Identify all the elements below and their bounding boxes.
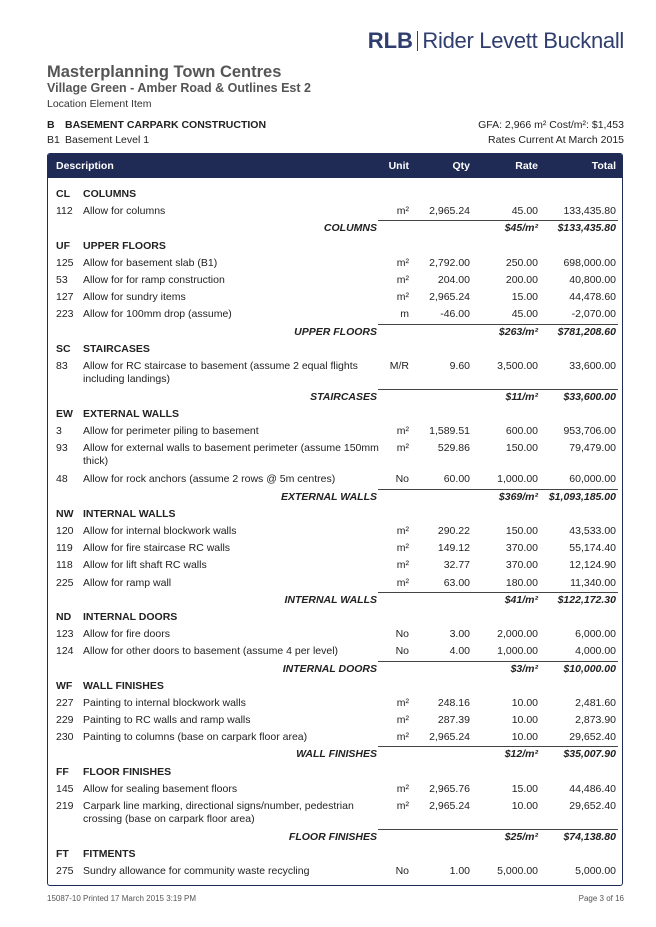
item-total: 79,479.00	[569, 442, 616, 455]
table-row	[48, 712, 622, 729]
item-unit: M/R	[389, 359, 409, 372]
item-code: 125	[56, 256, 74, 269]
element-name: COLUMNS	[83, 188, 137, 200]
section-code: B	[47, 119, 55, 131]
item-description: Painting to columns (base on carpark floor area)	[83, 731, 308, 744]
item-rate: 370.00	[505, 542, 538, 555]
table-row	[48, 729, 622, 746]
element-code: SC	[56, 342, 71, 355]
subtotal-row	[48, 592, 622, 609]
subtotal-total: $1,093,185.00	[548, 490, 616, 503]
item-description: Allow for fire staircase RC walls	[83, 542, 231, 555]
subsection-code: B1	[47, 134, 60, 146]
item-total: -2,070.00	[571, 308, 616, 321]
item-unit: m²	[396, 425, 409, 438]
item-total: 29,652.40	[569, 800, 616, 812]
table-row	[48, 798, 622, 829]
table-row	[48, 306, 622, 323]
item-qty: 248.16	[437, 696, 470, 709]
item-unit: m²	[396, 205, 409, 218]
item-total: 2,481.60	[575, 696, 616, 709]
element-heading	[48, 238, 622, 255]
subtotal-label: FLOOR FINISHES	[288, 831, 377, 843]
footer-print-info: 15087-10 Printed 17 March 2015 3:19 PM	[47, 894, 196, 903]
item-rate: 5,000.00	[497, 865, 538, 878]
estimate-table	[47, 153, 623, 886]
subtotal-rate: $12/m²	[504, 748, 538, 761]
subtotal-label: INTERNAL WALLS	[284, 593, 377, 606]
item-qty: 60.00	[443, 473, 470, 486]
logo-rlb: RLB	[367, 28, 413, 53]
table-row	[48, 643, 622, 660]
item-qty: 2,965.24	[429, 205, 470, 218]
subtotal-total: $133,435.80	[557, 222, 616, 235]
item-rate: 45.00	[511, 308, 538, 321]
item-total: 12,124.90	[569, 559, 616, 572]
subtotal-rule	[378, 746, 618, 747]
item-qty: 204.00	[437, 273, 470, 286]
item-rate: 45.00	[511, 205, 538, 218]
item-code: 83	[56, 359, 68, 372]
element-code: EW	[56, 408, 73, 421]
subtotal-rule	[378, 389, 618, 390]
subtotal-rate: $263/m²	[498, 325, 538, 338]
subtotal-rule	[378, 489, 618, 490]
table-row	[48, 289, 622, 306]
item-unit: No	[395, 628, 409, 641]
item-unit: m²	[396, 291, 409, 304]
item-description: Carpark line marking, directional signs/number, pedestrian crossing (base on carpark floor area)	[83, 800, 354, 825]
document-title: Masterplanning Town Centres	[47, 63, 282, 81]
item-code: 124	[56, 645, 74, 658]
logo-name: Rider Levett Bucknall	[422, 28, 624, 53]
table-row	[48, 272, 622, 289]
logo-separator	[417, 31, 419, 51]
subtotal-row	[48, 489, 622, 506]
subtotal-total: $781,208.60	[557, 325, 616, 338]
report-type: Location Element Item	[47, 98, 152, 110]
item-description: Allow for fire doors	[83, 628, 170, 641]
subtotal-label: EXTERNAL WALLS	[280, 490, 377, 503]
item-unit: m²	[396, 576, 409, 589]
item-rate: 10.00	[511, 714, 538, 727]
item-description: Allow for ramp wall	[83, 576, 172, 589]
item-total: 44,486.40	[569, 782, 616, 795]
item-description: Allow for 100mm drop (assume)	[83, 308, 232, 321]
element-code: NW	[56, 507, 74, 520]
item-description: Allow for perimeter piling to basement	[83, 425, 259, 438]
element-heading	[48, 764, 622, 781]
item-description: Allow for internal blockwork walls	[83, 525, 237, 537]
item-unit: m²	[396, 442, 409, 455]
subtotal-rule	[378, 324, 618, 325]
item-total: 29,652.40	[569, 731, 616, 744]
item-total: 60,000.00	[569, 473, 616, 486]
item-rate: 250.00	[505, 256, 538, 269]
item-qty: 1,589.51	[429, 425, 470, 438]
item-description: Allow for other doors to basement (assume 4 per level)	[83, 645, 339, 658]
subtotal-label: UPPER FLOORS	[294, 325, 377, 338]
item-unit: m²	[396, 731, 409, 744]
item-total: 55,174.40	[569, 542, 616, 555]
subtotal-row	[48, 661, 622, 678]
item-qty: 290.22	[437, 525, 470, 537]
element-heading	[48, 406, 622, 423]
item-description: Allow for sealing basement floors	[83, 782, 238, 795]
item-qty: 63.00	[443, 576, 470, 589]
item-code: 120	[56, 525, 74, 537]
table-row	[48, 358, 622, 389]
item-qty: 32.77	[443, 559, 470, 572]
item-total: 953,706.00	[563, 425, 616, 438]
item-rate: 1,000.00	[497, 645, 538, 658]
table-header	[48, 154, 622, 178]
item-unit: m²	[396, 273, 409, 286]
element-code: FF	[56, 765, 69, 778]
item-total: 43,533.00	[569, 525, 616, 537]
element-name: INTERNAL DOORS	[83, 610, 178, 623]
subtotal-rate: $369/m²	[498, 490, 538, 503]
table-body	[48, 178, 622, 881]
item-total: 6,000.00	[575, 628, 616, 641]
item-code: 229	[56, 714, 74, 727]
item-rate: 10.00	[511, 800, 538, 812]
item-unit: m²	[396, 256, 409, 269]
table-row	[48, 626, 622, 643]
item-qty: 149.12	[437, 542, 470, 555]
item-code: 93	[56, 442, 68, 455]
item-total: 133,435.80	[563, 205, 616, 218]
item-description: Allow for lift shaft RC walls	[83, 559, 207, 572]
header-total: Total	[591, 160, 616, 172]
subtotal-label: COLUMNS	[323, 222, 377, 235]
element-code: FT	[56, 848, 69, 861]
element-heading	[48, 846, 622, 863]
item-code: 225	[56, 576, 74, 589]
subtotal-total: $35,007.90	[563, 748, 616, 761]
element-name: INTERNAL WALLS	[83, 507, 176, 520]
item-description: Sundry allowance for community waste recycling	[83, 865, 310, 878]
item-qty: 3.00	[449, 628, 470, 641]
item-qty: 4.00	[449, 645, 470, 658]
item-qty: 9.60	[449, 359, 470, 372]
item-unit: m	[400, 308, 409, 321]
subtotal-total: $74,138.80	[563, 831, 616, 843]
item-qty: 2,965.24	[429, 800, 470, 812]
item-rate: 150.00	[505, 442, 538, 455]
table-row	[48, 471, 622, 488]
item-unit: m²	[396, 782, 409, 795]
item-total: 11,340.00	[570, 576, 616, 589]
item-qty: 2,792.00	[429, 256, 470, 269]
element-name: STAIRCASES	[83, 342, 150, 355]
header-unit: Unit	[388, 160, 409, 172]
table-row	[48, 540, 622, 557]
subtotal-row	[48, 389, 622, 406]
item-qty: -46.00	[440, 308, 470, 321]
item-unit: No	[395, 645, 409, 658]
table-row	[48, 203, 622, 220]
item-code: 227	[56, 696, 74, 709]
item-code: 123	[56, 628, 74, 641]
element-heading	[48, 186, 622, 203]
subtotal-row	[48, 324, 622, 341]
item-code: 127	[56, 291, 74, 304]
item-total: 44,478.60	[569, 291, 616, 304]
item-rate: 180.00	[505, 576, 538, 589]
item-description: Painting to internal blockwork walls	[83, 696, 246, 709]
item-description: Allow for basement slab (B1)	[83, 256, 218, 269]
subtotal-rate: $11/m²	[505, 390, 538, 403]
item-unit: m²	[396, 696, 409, 709]
item-qty: 2,965.76	[429, 782, 470, 795]
item-rate: 150.00	[505, 525, 538, 537]
table-row	[48, 781, 622, 798]
table-row	[48, 695, 622, 712]
subtotal-rule	[378, 592, 618, 593]
document-subtitle: Village Green - Amber Road & Outlines Est 2	[47, 81, 311, 95]
element-code: UF	[56, 239, 70, 252]
subtotal-rate: $41/m²	[504, 593, 538, 606]
header-rate: Rate	[515, 160, 538, 172]
subsection-name: Basement Level 1	[65, 134, 150, 146]
item-code: 118	[56, 559, 73, 572]
item-qty: 1.00	[449, 865, 470, 878]
item-total: 5,000.00	[575, 865, 616, 878]
item-unit: m²	[396, 714, 409, 727]
item-total: 698,000.00	[563, 256, 616, 269]
item-code: 53	[56, 273, 68, 286]
element-name: EXTERNAL WALLS	[83, 408, 180, 421]
item-code: 112	[56, 205, 73, 218]
item-description: Allow for rock anchors (assume 2 rows @ 5m centres)	[83, 473, 336, 486]
item-total: 40,800.00	[569, 273, 616, 286]
element-name: FLOOR FINISHES	[83, 765, 172, 778]
item-code: 3	[56, 425, 62, 438]
item-code: 219	[56, 800, 74, 812]
element-code: CL	[56, 188, 70, 200]
subtotal-rule	[378, 661, 618, 662]
cost-summary	[478, 118, 624, 148]
item-qty: 2,965.24	[429, 731, 470, 744]
element-name: UPPER FLOORS	[83, 239, 166, 252]
item-code: 48	[56, 473, 68, 486]
item-unit: m²	[396, 525, 409, 537]
item-rate: 15.00	[511, 291, 538, 304]
item-rate: 2,000.00	[497, 628, 538, 641]
subtotal-rate: $25/m²	[504, 831, 538, 843]
table-row	[48, 523, 622, 540]
item-rate: 200.00	[505, 273, 538, 286]
table-row	[48, 863, 622, 880]
item-unit: No	[395, 473, 409, 486]
table-row	[48, 255, 622, 272]
subtotal-rate: $3/m²	[510, 662, 538, 675]
subtotal-rate: $45/m²	[504, 222, 538, 235]
element-name: WALL FINISHES	[83, 679, 164, 692]
subtotal-row	[48, 829, 622, 846]
element-heading	[48, 506, 622, 523]
item-total: 2,873.90	[575, 714, 616, 727]
table-row	[48, 440, 622, 471]
table-row	[48, 557, 622, 574]
item-rate: 15.00	[511, 782, 538, 795]
item-qty: 2,965.24	[429, 291, 470, 304]
subtotal-label: STAIRCASES	[310, 390, 377, 403]
header-qty: Qty	[452, 160, 470, 172]
table-row	[48, 423, 622, 440]
element-heading	[48, 609, 622, 626]
item-unit: m²	[396, 542, 409, 555]
item-description: Allow for columns	[83, 205, 166, 218]
element-heading	[48, 678, 622, 695]
item-unit: m²	[396, 800, 409, 812]
item-code: 119	[56, 542, 73, 555]
item-rate: 10.00	[511, 696, 538, 709]
item-code: 145	[56, 782, 74, 795]
element-code: WF	[56, 679, 73, 692]
item-qty: 529.86	[437, 442, 470, 455]
subtotal-total: $10,000.00	[563, 662, 616, 675]
item-description: Allow for external walls to basement perimeter (assume 150mm thick)	[83, 442, 379, 468]
section-name: BASEMENT CARPARK CONSTRUCTION	[65, 119, 267, 131]
table-row	[48, 575, 622, 592]
element-heading	[48, 341, 622, 358]
subtotal-label: INTERNAL DOORS	[282, 662, 377, 675]
item-rate: 3,500.00	[497, 359, 538, 372]
element-name: FITMENTS	[83, 848, 136, 861]
item-code: 230	[56, 731, 74, 744]
subtotal-rule	[378, 829, 618, 830]
item-code: 223	[56, 308, 74, 321]
item-rate: 10.00	[511, 731, 538, 744]
subtotal-rule	[378, 220, 618, 221]
item-description: Allow for for ramp construction	[83, 273, 225, 286]
subtotal-row	[48, 220, 622, 237]
item-rate: 1,000.00	[497, 473, 538, 486]
item-unit: No	[395, 865, 409, 878]
subtotal-label: WALL FINISHES	[296, 748, 377, 761]
item-total: 33,600.00	[569, 359, 616, 372]
element-code: ND	[56, 610, 72, 623]
item-rate: 600.00	[505, 425, 538, 438]
item-rate: 370.00	[505, 559, 538, 572]
subtotal-total: $33,600.00	[563, 390, 616, 403]
section-info	[47, 118, 266, 148]
subtotal-row	[48, 746, 622, 763]
item-description: Painting to RC walls and ramp walls	[83, 714, 251, 727]
item-total: 4,000.00	[575, 645, 616, 658]
gfa-cost: GFA: 2,966 m² Cost/m²: $1,453	[478, 119, 624, 131]
footer-page-number: Page 3 of 16	[578, 894, 624, 903]
item-unit: m²	[396, 559, 409, 572]
item-description: Allow for sundry items	[83, 291, 186, 304]
rlb-logo	[368, 28, 624, 54]
rates-current: Rates Current At March 2015	[488, 134, 624, 146]
item-qty: 287.39	[437, 714, 470, 727]
item-code: 275	[56, 865, 74, 878]
subtotal-total: $122,172.30	[557, 593, 616, 606]
header-description: Description	[56, 160, 114, 172]
item-description: Allow for RC staircase to basement (assume 2 equal flights including landings)	[83, 359, 358, 385]
